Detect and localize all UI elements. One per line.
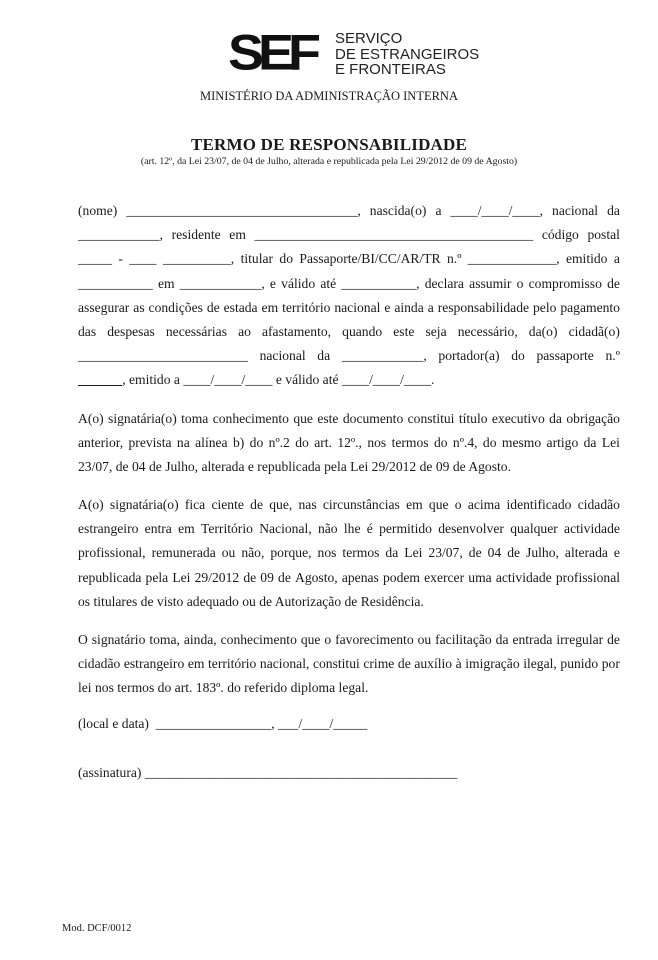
word: anterior,: [78, 434, 124, 450]
word: profissional,: [78, 545, 146, 561]
word: da(o): [528, 323, 558, 339]
word: este: [393, 323, 415, 339]
paragraph-illegal-immigration: [78, 628, 620, 701]
text-line: [78, 407, 620, 431]
word: do: [482, 434, 497, 450]
word: cidadão: [78, 656, 121, 672]
word: este: [317, 410, 339, 426]
word: __________,: [162, 251, 235, 267]
word: nos: [367, 434, 387, 450]
word: n.º: [605, 348, 620, 364]
word: de: [206, 299, 220, 315]
word: cidadã(o): [568, 323, 620, 339]
word: documento: [342, 410, 404, 426]
word: crime: [363, 656, 395, 672]
word: válido: [281, 275, 316, 291]
word: ___________,: [341, 275, 420, 291]
word: b): [232, 434, 245, 450]
text-line: [78, 223, 620, 247]
word: signatário: [91, 632, 146, 647]
word: qualquer: [510, 521, 558, 537]
word: signatária(o): [108, 410, 177, 426]
word: ____________,: [78, 227, 163, 243]
word: das: [78, 323, 97, 339]
word: imigração: [465, 656, 520, 672]
word: por: [601, 656, 620, 672]
text-line: [78, 272, 620, 296]
word: nº.4,: [452, 434, 478, 450]
word: território: [208, 656, 257, 672]
word: republicada: [78, 569, 142, 585]
word: cidadão: [577, 497, 620, 513]
word: o: [454, 497, 462, 513]
word: da: [317, 348, 331, 364]
word: a: [613, 251, 620, 267]
word: art.: [314, 434, 332, 450]
word: constitui: [407, 410, 455, 426]
word: do: [433, 434, 448, 450]
word: passaporte: [536, 348, 594, 364]
word: e: [269, 275, 276, 291]
word: ainda,: [183, 632, 217, 647]
word: nacional: [334, 299, 381, 315]
word: de: [468, 545, 482, 561]
text-line: [78, 320, 620, 344]
text-line: [78, 541, 620, 565]
word: -: [118, 251, 123, 267]
word: O: [78, 632, 88, 647]
word: _________________________________________: [254, 227, 534, 243]
sef-logo-text: [335, 31, 479, 78]
word: Lei: [404, 545, 423, 561]
text-line: [78, 566, 620, 590]
word: pela: [145, 569, 169, 585]
text-line: [78, 628, 620, 652]
word: nacional: [552, 203, 599, 218]
word: residente: [171, 227, 221, 243]
word: entra: [144, 521, 172, 537]
word: titular: [240, 251, 274, 267]
word: acima: [467, 497, 501, 513]
word: e: [613, 545, 620, 561]
text-line: [78, 368, 620, 392]
word: de: [397, 656, 411, 672]
word: uma: [468, 569, 492, 585]
word: o: [324, 632, 332, 647]
word: Nacional,: [259, 521, 312, 537]
word: alterada: [564, 545, 608, 561]
logo-line: DE ESTRANGEIROS: [335, 45, 480, 63]
word: Lei: [172, 569, 191, 585]
word: assegurar: [78, 299, 130, 315]
document-subtitle: (art. 12º, da Lei 23/07, de 04 de Julho, alterada e republicada pela Lei 29/2012 de 09 de Agosto): [140, 156, 518, 167]
passport-number-blank: [78, 368, 122, 392]
word: Lei: [601, 434, 620, 450]
text-line: [78, 247, 620, 271]
word: em: [157, 275, 175, 291]
word: ____________,: [179, 275, 265, 291]
form-model-number: Mod. DCF/0012: [62, 923, 132, 934]
word: do: [279, 251, 294, 267]
word: obrigação: [566, 410, 620, 426]
document-title: TERMO DE RESPONSABILIDADE: [190, 135, 468, 154]
word: ao: [238, 323, 251, 339]
word: quando: [342, 323, 383, 339]
word: da: [583, 434, 597, 450]
word: de: [607, 632, 620, 647]
text-line: [78, 652, 620, 676]
word: _____: [78, 251, 112, 267]
word: desenvolver: [438, 521, 504, 537]
text-line: [78, 199, 620, 223]
word: permitido: [379, 521, 432, 537]
word: n.º: [447, 251, 462, 267]
word: porque,: [270, 545, 312, 561]
word: em: [229, 227, 246, 243]
word: em: [261, 299, 279, 315]
word: signatária(o): [109, 497, 179, 513]
word: Julho,: [526, 545, 559, 561]
word: termos: [342, 545, 380, 561]
word: seja: [425, 323, 447, 339]
text-line: [78, 493, 620, 517]
word: artigo: [546, 434, 579, 450]
word: alínea: [195, 434, 228, 450]
word: identificado: [506, 497, 572, 513]
word: que: [300, 632, 321, 647]
word: nos: [317, 545, 337, 561]
word: ou: [417, 632, 432, 647]
word: estada: [223, 299, 258, 315]
word: estrangeiro: [78, 521, 139, 537]
word: necessário,: [457, 323, 518, 339]
sef-logo: [228, 25, 480, 82]
word: código: [541, 227, 579, 243]
word: conhecimento: [220, 632, 297, 647]
text-line: [78, 296, 620, 320]
word: ciente: [211, 497, 244, 513]
word: do: [249, 434, 264, 450]
word: de: [278, 569, 291, 585]
word: toma,: [149, 632, 180, 647]
word: a: [435, 203, 442, 218]
word: Território: [201, 521, 253, 537]
word: ____/____/____,: [450, 203, 544, 218]
word: território: [282, 299, 331, 315]
word: A(o): [78, 497, 104, 513]
word: o: [516, 275, 524, 291]
word: auxílio: [414, 656, 453, 672]
word: de: [507, 545, 521, 561]
word: à: [455, 656, 462, 672]
word: as: [133, 299, 145, 315]
logo-line: E FRONTEIRAS: [335, 61, 446, 78]
word: título: [458, 410, 488, 426]
word: termos: [391, 434, 429, 450]
word: estrangeiro: [123, 656, 185, 672]
word: lhe: [343, 521, 361, 537]
word: em: [406, 497, 423, 513]
word: fica: [184, 497, 206, 513]
word: não,: [241, 545, 265, 561]
word: mesmo: [501, 434, 542, 450]
word: 12º.,: [337, 434, 362, 450]
word: apenas: [341, 569, 379, 585]
word: declara: [424, 275, 464, 291]
word: não: [317, 521, 338, 537]
word: _____________,: [467, 251, 560, 267]
word: que: [428, 497, 449, 513]
text-line: [78, 344, 620, 368]
word: podem: [382, 569, 420, 585]
word: a: [427, 299, 434, 315]
word: que,: [269, 497, 293, 513]
word: ____________,: [341, 348, 427, 364]
word: ilegal,: [523, 656, 557, 672]
word: de: [243, 569, 257, 585]
ministry-name: MINISTÉRIO DA ADMINISTRAÇÃO INTERNA: [200, 89, 458, 103]
word: 04: [487, 545, 502, 561]
paragraph-work-restriction: [78, 493, 620, 614]
word: de: [607, 275, 620, 291]
word: na: [176, 434, 190, 450]
word: punido: [560, 656, 599, 672]
text-line: [78, 431, 620, 455]
word: 09: [260, 569, 274, 585]
word: do: [295, 434, 309, 450]
sef-logo-mark: SEF: [228, 25, 316, 81]
word: portador(a): [438, 348, 500, 364]
word: facilitação: [435, 632, 492, 647]
word: Agosto,: [295, 569, 338, 585]
word: executivo: [491, 410, 545, 426]
word: assumir: [469, 275, 512, 291]
text-line: lei nos termos do art. 183º. do referido diploma legal.: [78, 680, 369, 696]
word: circunstâncias: [322, 497, 400, 513]
word: prevista: [128, 434, 172, 450]
word: irregular: [556, 632, 604, 647]
word: emitido: [565, 251, 608, 267]
word: nacional,: [259, 656, 310, 672]
word: 23/07,: [428, 545, 463, 561]
word: é: [366, 521, 373, 537]
word: nº.2: [268, 434, 290, 450]
word: ____: [129, 251, 157, 267]
word: de: [250, 497, 263, 513]
word: profissional: [555, 569, 620, 585]
word: em: [187, 656, 205, 672]
paragraph-executive-title: [78, 407, 620, 480]
word: e: [384, 299, 391, 315]
local-and-date-field: (local e data) _________________, ___/____/_____: [78, 716, 368, 731]
text-segment: , emitido a ____/____/____ e válido até ____/____/____.: [122, 372, 435, 388]
word: actividade: [495, 569, 552, 585]
word: constitui: [312, 656, 360, 672]
word: da: [385, 545, 399, 561]
word: _________________________: [78, 348, 248, 364]
word: compromisso: [528, 275, 602, 291]
word: afastamento,: [262, 323, 332, 339]
word: responsabilidade: [437, 299, 530, 315]
text-line: [78, 517, 620, 541]
word: necessárias: [165, 323, 227, 339]
word: conhecimento: [212, 410, 289, 426]
word: em: [178, 521, 195, 537]
word: nascida(o): [369, 203, 427, 218]
word: toma: [181, 410, 209, 426]
word: entrada: [512, 632, 553, 647]
word: pelo: [532, 299, 557, 315]
word: 29/2012: [194, 569, 240, 585]
text-line: 23/07, de 04 de Julho, alterada e republicada pela Lei 29/2012 de 09 de Agosto.: [78, 458, 511, 474]
word: Passaporte/BI/CC/AR/TR: [299, 251, 441, 267]
word: despesas: [107, 323, 155, 339]
word: ou: [221, 545, 236, 561]
word: postal: [587, 227, 620, 243]
word: actividade: [564, 521, 620, 537]
word: da: [495, 632, 509, 647]
word: A(o): [78, 410, 104, 426]
word: da: [607, 203, 620, 218]
word: remunerada: [151, 545, 216, 561]
word: favorecimento: [335, 632, 414, 647]
word: da: [549, 410, 562, 426]
word: que: [293, 410, 313, 426]
document-body: [78, 199, 620, 701]
word: exercer: [424, 569, 465, 585]
text-line: os titulares de visto adequado ou de Autorização de Residência.: [78, 593, 424, 609]
word: nas: [298, 497, 317, 513]
word: ___________: [78, 275, 153, 291]
word: pagamento: [560, 299, 620, 315]
word: condições: [148, 299, 203, 315]
word: até: [320, 275, 337, 291]
word: nacional: [259, 348, 306, 364]
word: (nome): [78, 203, 118, 218]
word: __________________________________,: [126, 203, 361, 218]
word: ainda: [394, 299, 424, 315]
paragraph-declaration: [78, 199, 620, 393]
word: do: [511, 348, 525, 364]
signature-field: (assinatura) ______________________________________________: [78, 765, 458, 780]
logo-line: SERVIÇO: [335, 30, 403, 47]
